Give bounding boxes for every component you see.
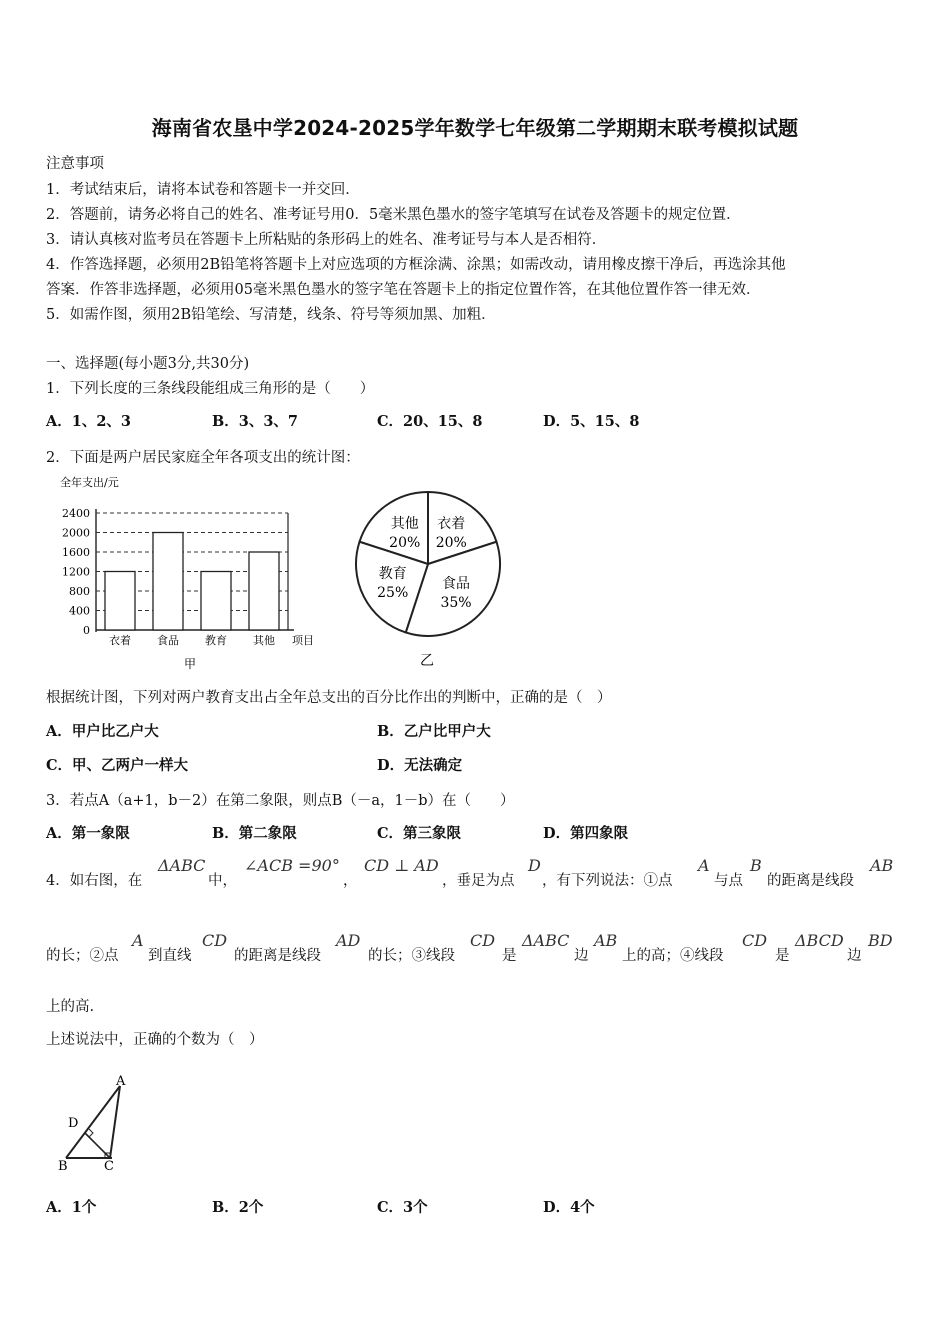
q2-option-d[interactable]: D．无法确定 <box>377 757 463 774</box>
page-title: 海南省农垦中学2024-2025学年数学七年级第二学期期末联考模拟试题 <box>151 116 799 140</box>
q4-text-height1: 上的高；④线段 <box>622 948 724 964</box>
x-tick-label: 食品 <box>157 634 179 647</box>
q4-math-CD1: CD <box>202 931 228 950</box>
q4-text-dist1: 的距离是线段 <box>767 873 854 889</box>
y-tick-label: 0 <box>83 624 90 637</box>
notice-item-5: 5．如需作图，须用2B铅笔绘、写清楚，线条、符号等须加黑、加粗． <box>46 307 496 323</box>
label-a: A <box>116 1074 126 1089</box>
y-tick-label: 1200 <box>62 565 90 579</box>
q4-text-dist2: 的距离是线段 <box>234 948 321 964</box>
y-tick-label: 400 <box>69 604 90 618</box>
q4-math-D: D <box>528 856 541 875</box>
q2-option-a[interactable]: A．甲户比乙户大 <box>46 723 159 740</box>
notice-item-4: 4．作答选择题，必须用2B铅笔将答题卡上对应选项的方框涂满、涂黑；如需改动，请用橡皮擦干净后，再选涂其他 <box>46 257 786 273</box>
q4-math-AB2: AB <box>594 931 618 950</box>
q4-math-A2: A <box>132 931 144 950</box>
slice-label: 教育 <box>378 565 407 582</box>
bar-其他 <box>249 552 279 630</box>
q4-math-abc2: ΔABC <box>522 931 570 950</box>
q3-option-a[interactable]: A．第一象限 <box>46 825 130 842</box>
label-c: C <box>104 1159 114 1174</box>
bar-衣着 <box>105 572 135 631</box>
q4-option-d[interactable]: D．4个 <box>543 1199 595 1216</box>
right-angle-mark-d <box>89 1129 93 1137</box>
q2-option-c[interactable]: C．甲、乙两户一样大 <box>46 757 189 774</box>
q1-option-d[interactable]: D．5、15、8 <box>543 413 640 430</box>
notice-item-3: 3．请认真核对监考员在答题卡上所粘贴的条形码上的姓名、准考证号与本人是否相符． <box>46 232 607 248</box>
q4-math-abc: ΔABC <box>158 856 206 875</box>
x-tick-label: 衣着 <box>109 634 131 647</box>
q4-math-cd-ad: CD ⊥ AD <box>364 856 439 875</box>
q4-text-shi2: 是 <box>775 948 790 964</box>
q2-question: 根据统计图，下列对两户教育支出占全年总支出的百分比作出的判断中，正确的是（ ） <box>46 690 612 706</box>
q4-num: 4．如右图，在 <box>46 873 143 889</box>
q1-option-c[interactable]: C．20、15、8 <box>377 413 483 430</box>
q3-option-b[interactable]: B．第二象限 <box>212 825 297 842</box>
q4-ask: 上述说法中，正确的个数为（ ） <box>46 1032 264 1048</box>
q4-text-bian2: 边 <box>847 948 862 964</box>
q4-math-BD: BD <box>868 931 893 950</box>
q4-math-A1: A <box>698 856 710 875</box>
pie-chart-yi <box>350 478 510 672</box>
slice-value-label: 20% <box>389 534 421 551</box>
notice-item-2: 2．答题前，请务必将自己的姓名、准考证号用0．5毫米黑色墨水的签字笔填写在试卷及答题卡的规定位置． <box>46 207 741 223</box>
label-b: B <box>58 1159 68 1174</box>
notice-item-4-cont: 答案．作答非选择题，必须用05毫米黑色墨水的签字笔在答题卡上的指定位置作答，在其他位置作答一律无效． <box>46 282 761 298</box>
q1-stem: 1．下列长度的三条线段能组成三角形的是（ ） <box>46 381 375 397</box>
q4-option-b[interactable]: B．2个 <box>212 1199 264 1216</box>
bar-教育 <box>201 572 231 631</box>
bar-chart-ylabel: 全年支出/元 <box>60 476 119 489</box>
y-tick-label: 2400 <box>62 507 90 520</box>
bar-chart-jia <box>44 468 334 678</box>
q4-math-CD3: CD <box>742 931 768 950</box>
q4-text-len2: 的长；③线段 <box>368 948 455 964</box>
slice-value-label: 25% <box>377 584 409 601</box>
q4-math-CD2: CD <box>470 931 496 950</box>
q3-option-c[interactable]: C．第三象限 <box>377 825 462 842</box>
q4-text-comma: ， <box>343 873 358 889</box>
bar-食品 <box>153 533 183 631</box>
q4-text-claims: ，有下列说法：①点 <box>542 873 673 889</box>
slice-label: 其他 <box>390 515 419 532</box>
q2-option-b[interactable]: B．乙户比甲户大 <box>377 723 491 740</box>
slice-label: 食品 <box>442 576 471 593</box>
q4-triangle-figure <box>44 1072 144 1176</box>
pie-chart-title: 乙 <box>420 653 434 669</box>
q4-text-height2: 上的高. <box>46 999 95 1015</box>
bar-chart-categories <box>109 633 275 647</box>
q4-math-bcd: ΔBCD <box>795 931 844 950</box>
notice-item-1: 1．考试结束后，请将本试卷和答题卡一并交回． <box>46 182 360 198</box>
y-tick-label: 1600 <box>62 546 90 559</box>
q4-math-AB: AB <box>870 856 894 875</box>
x-tick-label: 教育 <box>205 634 227 647</box>
q4-text-yudian: 与点 <box>714 873 743 889</box>
label-d: D <box>68 1116 79 1131</box>
q4-text-foot: ，垂足为点 <box>442 873 515 889</box>
y-tick-label: 2000 <box>62 526 90 540</box>
y-tick-label: 800 <box>69 585 90 598</box>
q4-option-c[interactable]: C．3个 <box>377 1199 428 1216</box>
q2-stem: 2．下面是两户居民家庭全年各项支出的统计图： <box>46 450 360 466</box>
q4-math-acb: ∠ACB =90° <box>244 856 340 875</box>
x-tick-label: 其他 <box>253 634 275 647</box>
q4-text-todirect: 到直线 <box>148 948 192 964</box>
q4-math-AD: AD <box>336 931 361 950</box>
pie-chart-slices <box>356 492 500 636</box>
notice-heading: 注意事项 <box>46 156 104 172</box>
q4-text-bian1: 边 <box>574 948 589 964</box>
q1-option-a[interactable]: A．1、2、3 <box>46 413 132 430</box>
q4-text-shi1: 是 <box>502 948 517 964</box>
slice-value-label: 35% <box>440 595 472 612</box>
bar-chart-title: 甲 <box>184 657 197 671</box>
bar-chart-xlabel: 项目 <box>292 634 314 647</box>
q3-option-d[interactable]: D．第四象限 <box>543 825 629 842</box>
section-heading: 一、选择题(每小题3分,共30分) <box>46 356 250 372</box>
bar-chart-bars <box>105 533 279 631</box>
slice-value-label: 20% <box>435 534 467 551</box>
q4-text-len1: 的长；②点 <box>46 948 119 964</box>
q4-math-B: B <box>750 856 762 875</box>
slice-label: 衣着 <box>437 515 466 532</box>
q4-option-a[interactable]: A．1个 <box>46 1199 97 1216</box>
q1-option-b[interactable]: B．3、3、7 <box>212 413 299 430</box>
q4-text-zhong: 中， <box>208 873 237 889</box>
q3-stem: 3．若点A（a+1，b－2）在第二象限，则点B（－a，1－b）在（ ） <box>46 793 515 809</box>
